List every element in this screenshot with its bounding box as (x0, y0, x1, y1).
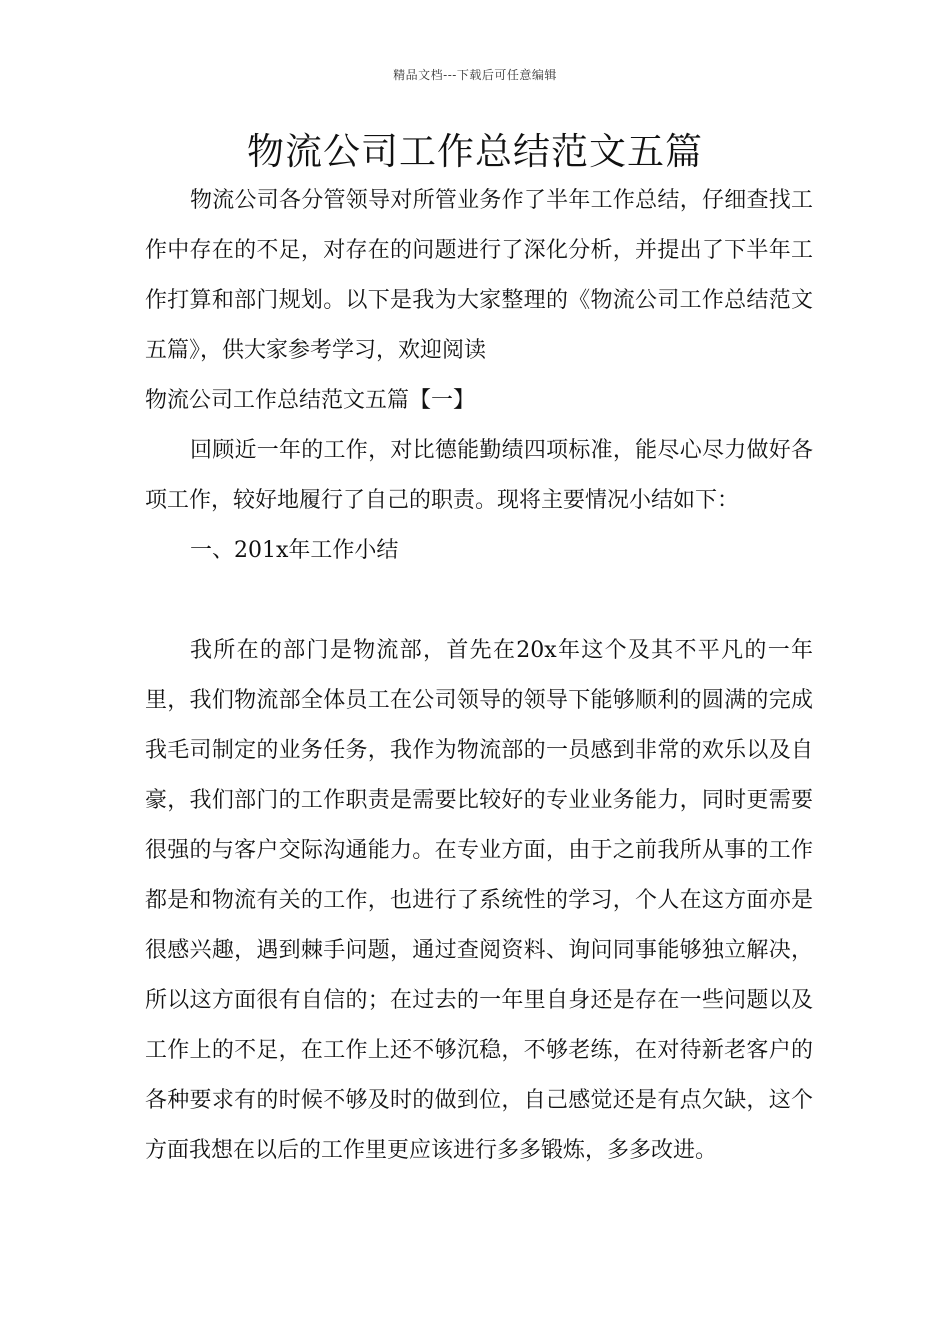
blank-line (145, 576, 813, 626)
section-heading: 物流公司工作总结范文五篇【一】 (145, 388, 476, 413)
subheading-work-summary: 一、201x年工作小结 (190, 538, 399, 563)
document-body (145, 176, 813, 1176)
intro-paragraph: 物流公司各分管领导对所管业务作了半年工作总结，仔细查找工作中存在的不足，对存在的问题进行了深化分析，并提出了下半年工作打算和部门规划。以下是我为大家整理的《物流公司工作总结范文五篇》，供大家参考学习，欢迎阅读 (145, 188, 813, 363)
paragraph-review: 回顾近一年的工作，对比德能勤绩四项标准，能尽心尽力做好各项工作，较好地履行了自己的职责。现将主要情况小结如下： (145, 438, 813, 513)
document-title: 物流公司工作总结范文五篇 (247, 130, 703, 173)
header-note: 精品文档---下载后可任意编辑 (393, 68, 557, 82)
paragraph-department: 我所在的部门是物流部，首先在20x年这个及其不平凡的一年里，我们物流部全体员工在公司领导的领导下能够顺利的圆满的完成我毛司制定的业务任务，我作为物流部的一员感到非常的欢乐以及自豪，我们部门的工作职责是需要比较好的专业业务能力，同时更需要很强的与客户交际沟通能力。在专业方面，由于之前我所从事的工作都是和物流有关的工作，也进行了系统性的学习，个人在这方面亦是很感兴趣，遇到棘手问题，通过查阅资料、询问同事能够独立解决，所以这方面很有自信的；在过去的一年里自身还是存在一些问题以及工作上的不足，在工作上还不够沉稳，不够老练，在对待新老客户的各种要求有的时候不够及时的做到位，自己感觉还是有点欠缺，这个方面我想在以后的工作里更应该进行多多锻炼，多多改进。 (145, 638, 813, 1163)
